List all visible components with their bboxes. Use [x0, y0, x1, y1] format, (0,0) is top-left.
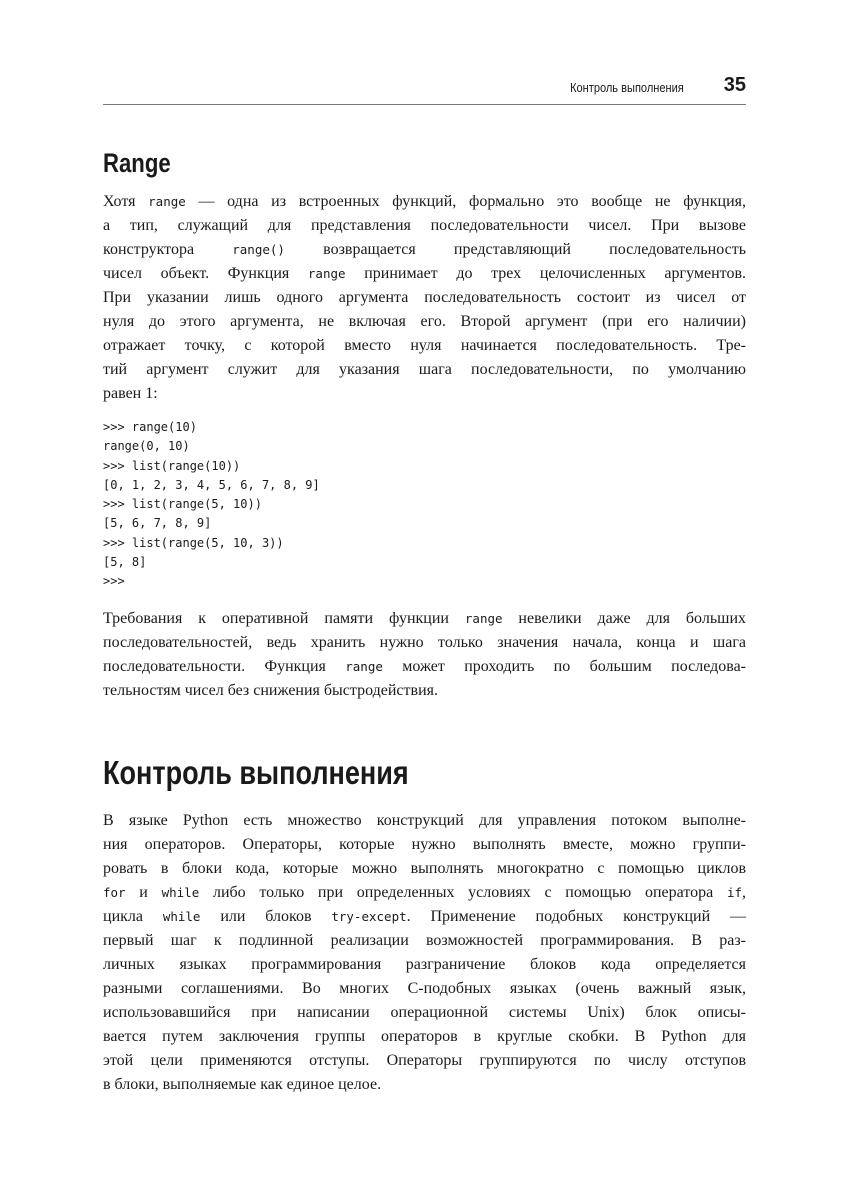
inline-code: if [726, 885, 743, 900]
inline-code: while [161, 885, 200, 900]
text-run: может проходить по большим последова- [382, 658, 746, 675]
text-run: При указании лишь одного аргумента последовательность состоит из чисел от [103, 289, 746, 306]
text-line [103, 929, 746, 953]
inline-code: range() [232, 242, 285, 257]
text-line [103, 833, 746, 857]
paragraph-range-intro [103, 190, 746, 406]
text-line [103, 262, 746, 286]
text-run: использовавшийся при написании операционной системы Unix) блок описы- [103, 1004, 746, 1021]
code-line: >>> list(range(5, 10, 3)) [103, 535, 284, 550]
code-line: range(0, 10) [103, 439, 190, 454]
text-line [103, 679, 746, 703]
text-run: тельностям чисел без снижения быстродействия. [103, 682, 438, 699]
text-line [103, 286, 746, 310]
text-line [103, 214, 746, 238]
paragraph-flow-control [103, 809, 746, 1097]
code-line: >>> list(range(10)) [103, 458, 241, 473]
text-run: ровать в блоки кода, которые можно выполнять многократно с помощью циклов [103, 860, 746, 877]
text-run: равен 1: [103, 385, 158, 402]
text-line [103, 382, 746, 406]
inline-code: range [464, 611, 503, 626]
text-run: невелики даже для больших [502, 610, 747, 627]
text-line [103, 809, 746, 833]
text-run: ния операторов. Операторы, которые нужно выполнять вместе, можно группи- [103, 836, 746, 853]
text-run: этой цели применяются отступы. Операторы группируются по числу отступов [103, 1052, 746, 1069]
text-line [103, 607, 746, 631]
text-run: последовательности. Функция [103, 658, 346, 675]
text-line [103, 953, 746, 977]
section-heading-range: Range [103, 148, 171, 178]
section-heading-flow-control: Контроль выполнения [103, 754, 409, 791]
text-line [103, 1001, 746, 1025]
text-line [103, 977, 746, 1001]
inline-code: range [148, 194, 186, 209]
text-run: чисел объект. Функция [103, 265, 308, 282]
text-line [103, 310, 746, 334]
text-run: нуля до этого аргумента, не включая его. Второй аргумент (при его наличии) [103, 313, 746, 330]
paragraph-range-memory [103, 607, 746, 703]
text-line [103, 857, 746, 881]
inline-code: range [345, 659, 383, 674]
code-line: [5, 6, 7, 8, 9] [103, 516, 212, 531]
text-run: и [125, 884, 162, 901]
text-run: разными соглашениями. Во многих C-подобных языках (очень важный язык, [103, 980, 746, 997]
text-line [103, 334, 746, 358]
text-run: Хотя [103, 193, 149, 210]
text-run: личных языках программирования разграничение блоков кода определяется [103, 956, 746, 973]
text-run: Требования к оперативной памяти функции [103, 610, 465, 627]
text-run: . Применение подобных конструкций — [406, 908, 746, 925]
text-line [103, 905, 746, 929]
code-line: >>> [103, 574, 125, 589]
text-run: первый шаг к подлинной реализации возможностей программирования. В раз- [103, 932, 746, 949]
text-line [103, 358, 746, 382]
text-line [103, 1025, 746, 1049]
code-example [103, 418, 320, 592]
text-line [103, 190, 746, 214]
running-header [103, 74, 746, 105]
text-line [103, 655, 746, 679]
text-run: или блоков [200, 908, 332, 925]
text-run: вается путем заключения группы операторов в круглые скобки. В Python для [103, 1028, 746, 1045]
text-line [103, 238, 746, 262]
text-line [103, 631, 746, 655]
inline-code: try-except [331, 909, 407, 924]
text-run: а тип, служащий для представления последовательности чисел. При вызове [103, 217, 746, 234]
inline-code: for [103, 885, 126, 900]
text-run: цикла [103, 908, 163, 925]
text-line [103, 1049, 746, 1073]
text-run: либо только при определенных условиях с помощью оператора [199, 884, 727, 901]
text-run: , [742, 884, 747, 901]
text-run: отражает точку, с которой вместо нуля начинается последовательность. Тре- [103, 337, 746, 354]
text-run: последовательностей, ведь хранить нужно только значения начала, конца и шага [103, 634, 746, 651]
code-line: >>> range(10) [103, 420, 197, 434]
text-run: В языке Python есть множество конструкций для управления потоком выполне- [103, 812, 746, 829]
text-run: тий аргумент служит для указания шага последовательности, по умолчанию [103, 361, 746, 378]
code-line: [0, 1, 2, 3, 4, 5, 6, 7, 8, 9] [103, 477, 320, 492]
text-run: возвращается представляющий последовательность [284, 241, 747, 258]
text-run: конструктора [103, 241, 233, 258]
code-line: [5, 8] [103, 555, 147, 570]
text-line [103, 1073, 746, 1097]
code-line: >>> list(range(5, 10)) [103, 497, 262, 512]
text-run: в блоки, выполняемые как единое целое. [103, 1076, 382, 1093]
running-title: Контроль выполнения [570, 80, 684, 95]
inline-code: range [307, 266, 346, 281]
text-run: принимает до трех целочисленных аргументов. [345, 265, 747, 282]
text-run: — одна из встроенных функций, формально это вообще не функция, [185, 193, 746, 210]
inline-code: while [162, 909, 201, 924]
text-line [103, 881, 746, 905]
page-number: 35 [723, 74, 746, 96]
